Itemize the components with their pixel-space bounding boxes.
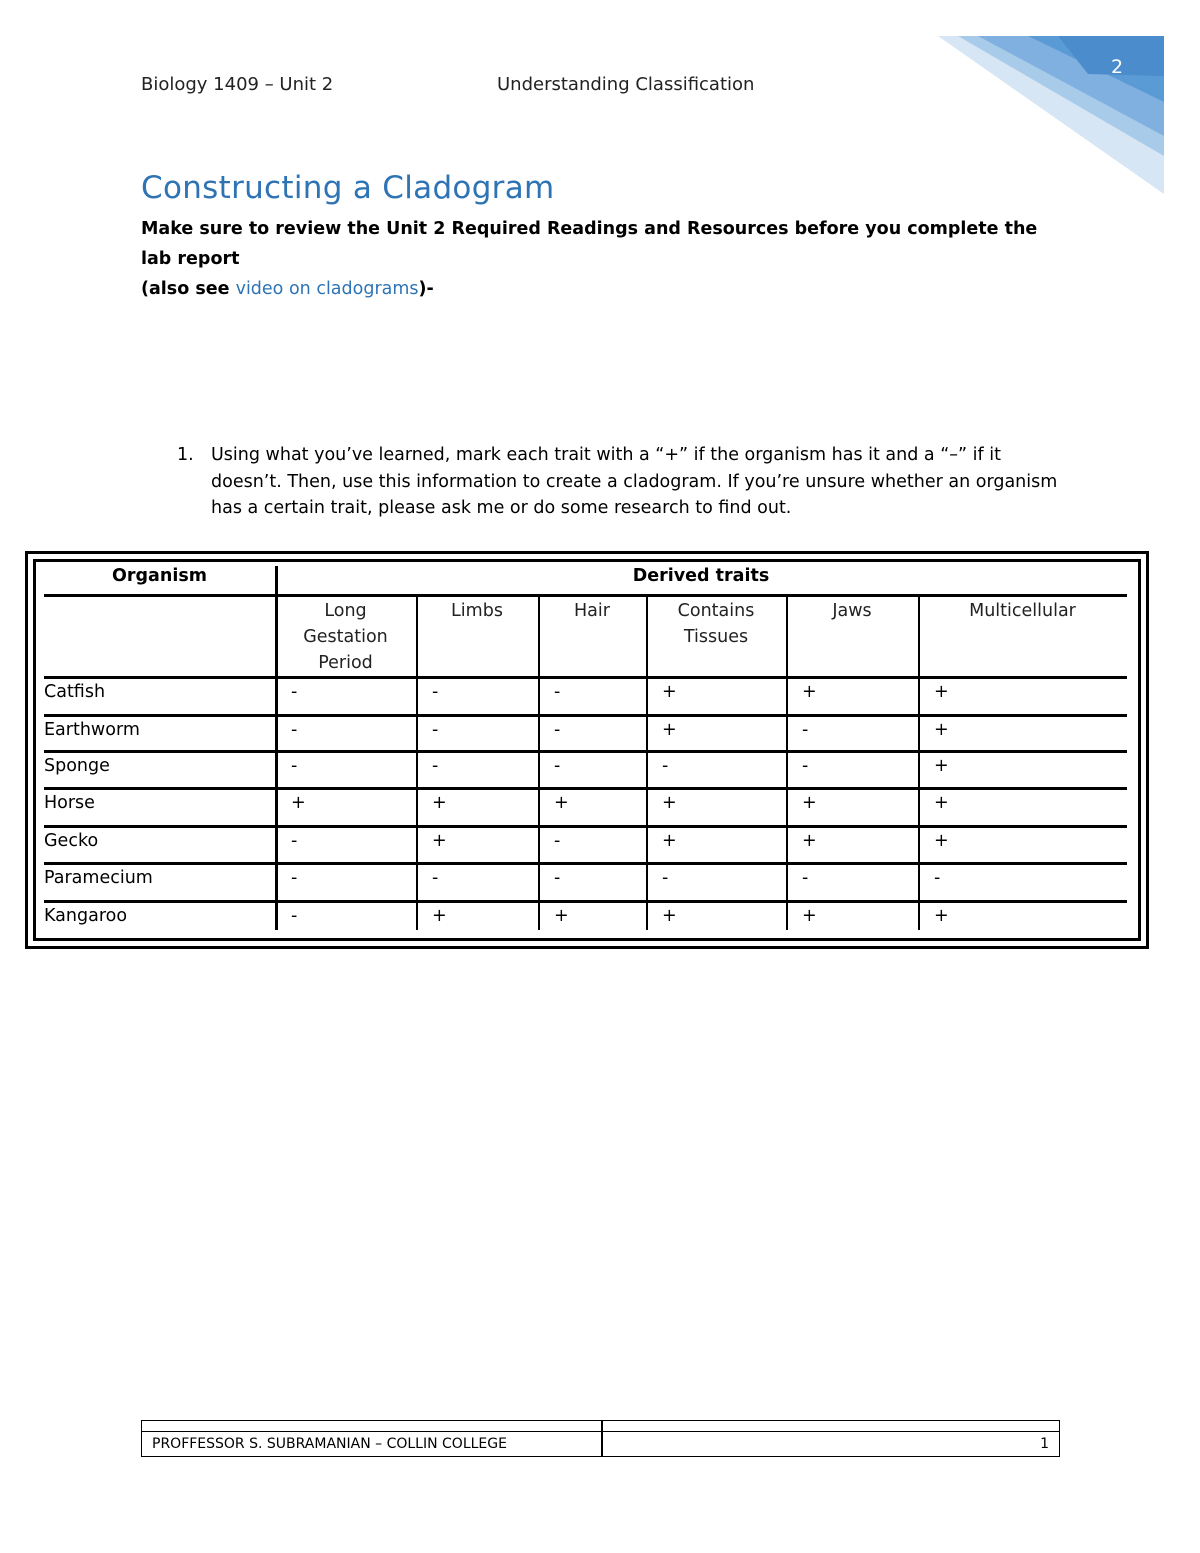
video-link[interactable]: video on cladograms — [235, 279, 419, 299]
column-divider — [646, 597, 648, 930]
trait-value: - — [291, 868, 298, 888]
trait-value: - — [291, 720, 298, 740]
organism-name: Kangaroo — [44, 906, 128, 926]
trait-value: - — [554, 756, 561, 776]
row-divider — [44, 750, 1127, 753]
organism-name: Earthworm — [44, 720, 140, 740]
trait-value: - — [554, 831, 561, 851]
instruction-text: Using what you’ve learned, mark each trait with a “+” if the organism has it and a “–” if it doesn’t. Then, use this information to create a cladogram. If you’re unsure whether an organism has a certain trait, please ask me or do some research to find out. — [211, 445, 1058, 518]
trait-value: + — [662, 720, 677, 740]
subtitle-prefix: (also see — [141, 279, 236, 299]
trait-value: - — [432, 682, 439, 702]
organism-name: Catfish — [44, 682, 106, 702]
trait-value: + — [554, 906, 569, 926]
trait-value: + — [934, 831, 949, 851]
organism-name: Horse — [44, 793, 95, 813]
trait-value: - — [291, 682, 298, 702]
trait-value: + — [662, 793, 677, 813]
trait-value: - — [802, 868, 809, 888]
trait-value: - — [291, 831, 298, 851]
trait-header: Multicellular — [969, 601, 1076, 621]
trait-value: + — [662, 831, 677, 851]
subtitle-line1: Make sure to review the Unit 2 Required Readings and Resources before you complete the lab report — [141, 219, 1038, 269]
column-divider — [786, 597, 788, 930]
corner-page-number: 2 — [1110, 56, 1124, 78]
trait-value: + — [432, 793, 447, 813]
trait-value: - — [554, 682, 561, 702]
trait-header: Limbs — [451, 601, 503, 621]
trait-value: + — [934, 720, 949, 740]
trait-value: - — [802, 720, 809, 740]
trait-value: + — [934, 756, 949, 776]
organism-name: Gecko — [44, 831, 99, 851]
organism-name: Sponge — [44, 756, 110, 776]
column-divider — [416, 597, 418, 930]
trait-value: + — [934, 793, 949, 813]
column-divider — [918, 597, 920, 930]
row-divider — [44, 900, 1127, 903]
trait-value: - — [432, 868, 439, 888]
trait-value: + — [802, 793, 817, 813]
trait-value: + — [291, 793, 306, 813]
page-title: Constructing a Cladogram — [141, 170, 555, 206]
row-divider — [44, 825, 1127, 828]
trait-value: + — [934, 906, 949, 926]
trait-value: + — [802, 906, 817, 926]
trait-value: - — [554, 720, 561, 740]
trait-value: - — [934, 868, 941, 888]
organism-name: Paramecium — [44, 868, 153, 888]
trait-value: - — [662, 756, 669, 776]
trait-value: - — [291, 906, 298, 926]
trait-header: Long Gestation Period — [303, 601, 388, 673]
row-divider — [44, 862, 1127, 865]
subtitle-suffix: )- — [418, 279, 434, 299]
instruction-number: 1. — [177, 445, 194, 465]
row-divider — [44, 787, 1127, 790]
header-divider — [44, 594, 1127, 597]
footer — [141, 1420, 1060, 1457]
trait-value: + — [662, 906, 677, 926]
trait-header: Contains Tissues — [677, 601, 755, 647]
trait-value: + — [802, 831, 817, 851]
trait-value: - — [432, 756, 439, 776]
trait-value: - — [432, 720, 439, 740]
trait-header: Hair — [574, 601, 610, 621]
column-divider — [538, 597, 540, 930]
row-divider — [44, 714, 1127, 717]
trait-value: + — [662, 682, 677, 702]
instruction — [177, 442, 1077, 522]
organism-header: Organism — [112, 566, 207, 586]
trait-value: + — [554, 793, 569, 813]
trait-value: + — [432, 906, 447, 926]
derived-traits-header: Derived traits — [632, 566, 770, 586]
row-divider — [44, 676, 1127, 679]
footer-author: PROFFESSOR S. SUBRAMANIAN – COLLIN COLLEGE — [152, 1436, 507, 1452]
trait-value: - — [291, 756, 298, 776]
header-course: Biology 1409 – Unit 2 — [141, 74, 334, 95]
subtitle — [141, 214, 1071, 304]
trait-value: + — [934, 682, 949, 702]
trait-value: - — [662, 868, 669, 888]
trait-header: Jaws — [832, 601, 872, 621]
trait-value: - — [554, 868, 561, 888]
trait-value: + — [432, 831, 447, 851]
footer-page: 1 — [1040, 1436, 1049, 1452]
header-topic: Understanding Classification — [497, 74, 755, 95]
trait-value: - — [802, 756, 809, 776]
trait-value: + — [802, 682, 817, 702]
